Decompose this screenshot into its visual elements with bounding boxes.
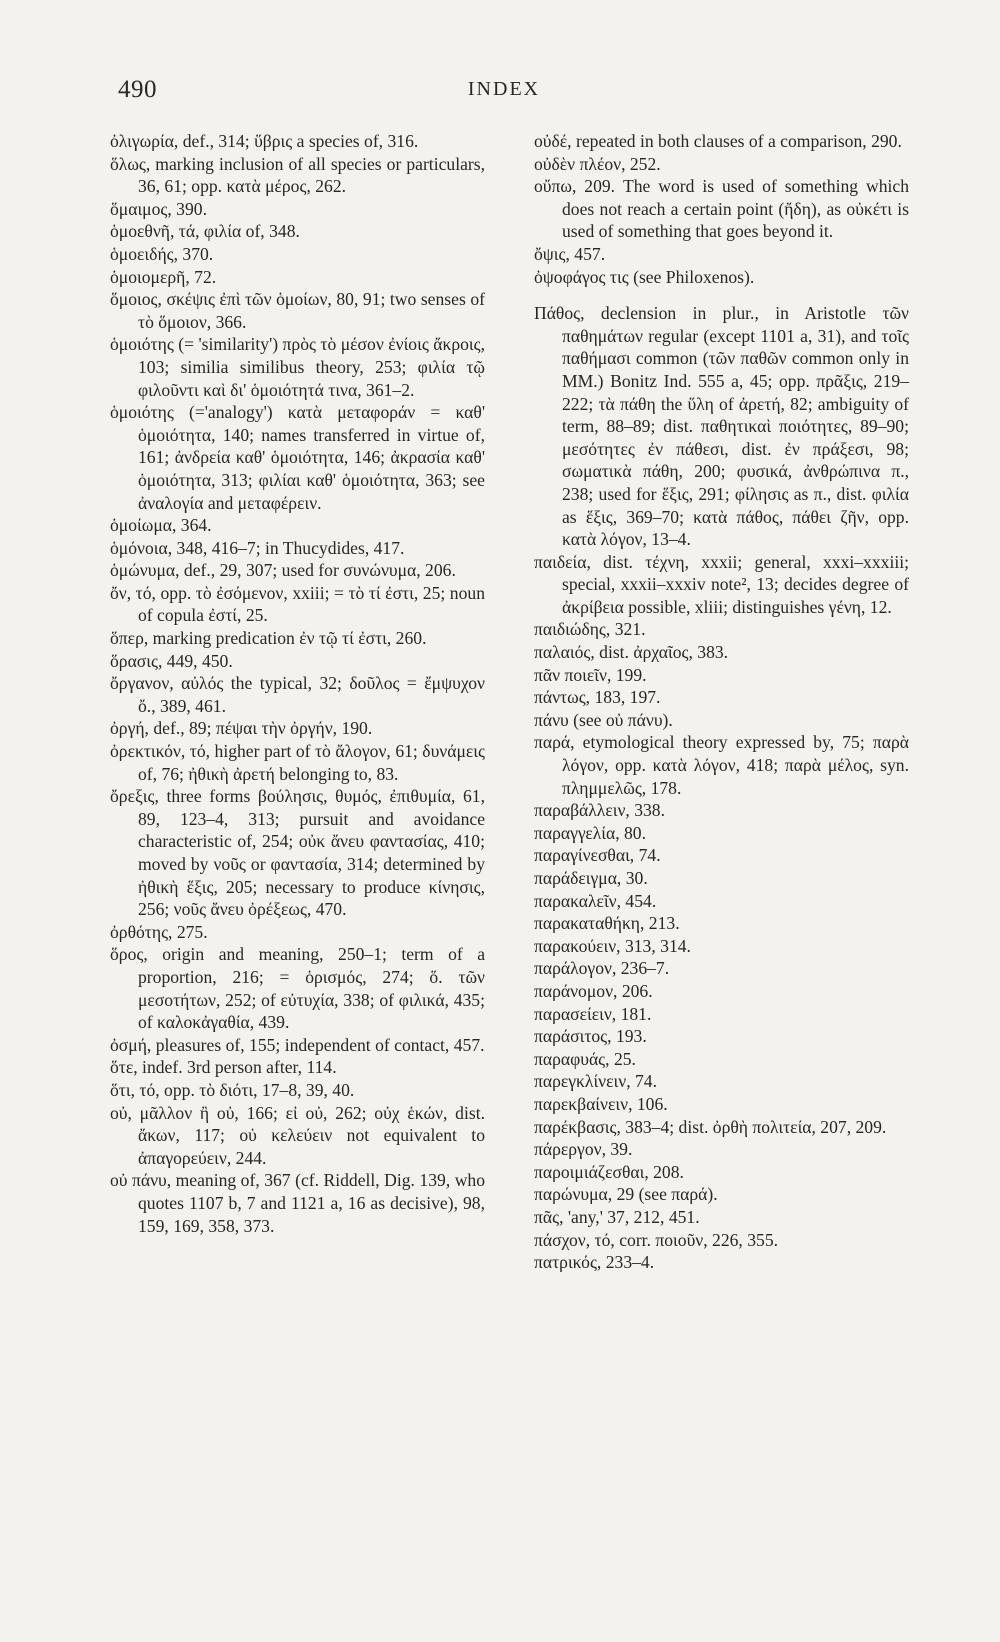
index-entry: ὁμόνοια, 348, 416–7; in Thucydides, 417.	[110, 537, 405, 558]
index-entry: ὁμοιότης (='analogy') κατὰ μεταφοράν = καθ' ὁμοιότητα, 140; names transferred in virtue of, 161; ἀνδρεία καθ' ὁμοιότητα, 146; ἀκρασία καθ' ὁμοιότητα, 313; φιλίαι καθ' ὁμοιότητα, 363; see ἀναλογία and μεταφέρειν.	[110, 402, 485, 513]
index-entry: ὀργή, def., 89; πέψαι τὴν ὀργήν, 190.	[110, 718, 373, 739]
index-entry: παρακούειν, 313, 314.	[534, 935, 691, 956]
index-entry: παρά, etymological theory expressed by, 75; παρὰ λόγον, opp. κατὰ λόγον, 418; παρὰ μέλος, syn. πλημμελῶς, 178.	[534, 732, 909, 798]
index-entry: ὁμοειδής, 370.	[110, 243, 214, 264]
index-entry: παράσιτος, 193.	[534, 1026, 647, 1047]
index-entry: ὅμαιμος, 390.	[110, 198, 207, 219]
index-entry: ὄψις, 457.	[534, 243, 606, 264]
index-entry: ὀσμή, pleasures of, 155; independent of contact, 457.	[110, 1034, 485, 1055]
index-entry: οὐ πάνυ, meaning of, 367 (cf. Riddell, Dig. 139, who quotes 1107 b, 7 and 1121 a, 16 as decisive), 98, 159, 169, 358, 373.	[110, 1170, 485, 1236]
index-entry: ὅρασις, 449, 450.	[110, 650, 233, 671]
page-number: 490	[118, 76, 157, 103]
index-entry: παρώνυμα, 29 (see παρά).	[534, 1184, 718, 1205]
index-entry: ὅτι, τό, opp. τὸ διότι, 17–8, 39, 40.	[110, 1079, 355, 1100]
page-header	[118, 76, 890, 112]
index-entry: ὄργανον, αὐλός the typical, 32; δοῦλος = ἔμψυχον ὄ., 389, 461.	[110, 673, 485, 716]
index-entry: ὄν, τό, opp. τὸ ἐσόμενον, xxiii; = τὸ τί ἐστι, 25; noun of copula ἐστί, 25.	[110, 582, 485, 626]
index-entry: παραγγελία, 80.	[534, 822, 647, 843]
index-entry: ὀψοφάγος τις (see Philoxenos).	[534, 266, 755, 287]
index-entry: Πάθος, declension in plur., in Aristotle τῶν παθημάτων regular (except 1101 a, 31), and τοῖς παθήμασι common (τῶν παθῶν common only in MM.) Bonitz Ind. 555 a, 45; opp. πρᾶξις, 219–222; τὰ πάθη the ὕλη of ἀρετή, 82; ambiguity of term, 88–89; dist. παθητικαὶ ποιότητες, 89–90; μεσότητες ἐν πάθεσι, dist. ἐν πράξεσι, 98; σωματικὰ πάθη, 200; φυσικά, ἀνθρώπινα π., 238; used for ἕξις, 291; φίλησις as π., dist. φιλία as ἕξις, 369–70; κατὰ πάθος, πάθει ζῆν, opp. κατὰ λόγον, 13–4.	[534, 303, 909, 550]
index-entry: πάσχον, τό, corr. ποιοῦν, 226, 355.	[534, 1229, 779, 1250]
index-entry: ὅπερ, marking predication ἐν τῷ τί ἐστι, 260.	[110, 628, 427, 649]
index-entry: παραγίνεσθαι, 74.	[534, 845, 661, 866]
index-entry: οὐ, μᾶλλον ἢ οὐ, 166; εἰ οὐ, 262; οὐχ ἑκών, dist. ἄκων, 117; οὐ κελεύειν not equivalent to ἀπαγορεύειν, 244.	[110, 1102, 485, 1168]
index-entry: παρεγκλίνειν, 74.	[534, 1071, 657, 1092]
index-entry: παραφυάς, 25.	[534, 1048, 636, 1069]
index-entry: ὀρθότης, 275.	[110, 921, 208, 942]
index-entry: οὐδέ, repeated in both clauses of a comparison, 290.	[534, 131, 902, 151]
index-entry: παρεκβαίνειν, 106.	[534, 1093, 668, 1114]
index-entry: πατρικός, 233–4.	[534, 1252, 655, 1273]
index-entry: παράνομον, 206.	[534, 980, 653, 1001]
index-entry: ὅρος, origin and meaning, 250–1; term of a proportion, 216; = ὁρισμός, 274; ὅ. τῶν μεσοτήτων, 252; of εὐτυχία, 338; of φιλικά, 435; of καλοκἀγαθία, 439.	[110, 944, 485, 1033]
index-entry: παράλογον, 236–7.	[534, 958, 670, 979]
index-entry: ὁμοιομερῆ, 72.	[110, 266, 217, 287]
index-entry: ὁμώνυμα, def., 29, 307; used for συνώνυμα, 206.	[110, 560, 456, 581]
index-entry: παρακαταθήκη, 213.	[534, 913, 680, 934]
index-entry: παροιμιάζεσθαι, 208.	[534, 1161, 684, 1182]
index-entry: ὁμοεθνῆ, τά, φιλία of, 348.	[110, 221, 300, 242]
index-entry: ὄρεξις, three forms βούλησις, θυμός, ἐπιθυμία, 61, 89, 123–4, 313; pursuit and avoidance characteristic of, 254; οὐκ ἄνευ φαντασίας, 410; moved by νοῦς or φαντασία, 314; determined by ἠθικὴ ἕξις, 205; necessary to produce κίνησις, 256; νοῦς ἄνευ ὀρέξεως, 470.	[110, 786, 485, 920]
index-entry: παλαιός, dist. ἀρχαῖος, 383.	[534, 642, 729, 663]
index-entry: πάνυ (see οὐ πάνυ).	[534, 709, 673, 730]
section-gap	[534, 288, 909, 302]
index-column-right	[534, 130, 909, 1274]
index-entry: ὁμοίωμα, 364.	[110, 515, 212, 536]
index-entry: οὔπω, 209. The word is used of something which does not reach a certain point (ἤδη), as οὐκέτι is used of something that goes beyond it.	[534, 176, 909, 242]
index-entry: ὀρεκτικόν, τό, higher part of τὸ ἄλογον, 61; δυνάμεις of, 76; ἠθικὴ ἀρετή belonging to, 83.	[110, 741, 485, 784]
index-entry: παιδεία, dist. τέχνη, xxxii; general, xxxi–xxxiii; special, xxxii–xxxiv note², 13; decides degree of ἀκρίβεια possible, xliii; distinguishes γένη, 12.	[534, 551, 909, 617]
index-entry: πᾶς, 'any,' 37, 212, 451.	[534, 1206, 700, 1227]
index-entry: παράδειγμα, 30.	[534, 868, 648, 888]
index-entry: παρακαλεῖν, 454.	[534, 890, 657, 911]
running-head: INDEX	[467, 78, 541, 100]
index-entry: ὅτε, indef. 3rd person after, 114.	[110, 1057, 337, 1078]
index-entry: παρασείειν, 181.	[534, 1003, 652, 1024]
index-entry: πάρεργον, 39.	[534, 1139, 633, 1160]
index-column-left	[110, 130, 485, 1237]
index-entry: παρέκβασις, 383–4; dist. ὀρθὴ πολιτεία, 207, 209.	[534, 1116, 887, 1137]
index-entry: παραβάλλειν, 338.	[534, 800, 665, 821]
index-entry: ὅλως, marking inclusion of all species or particulars, 36, 61; opp. κατὰ μέρος, 262.	[110, 153, 485, 197]
index-entry: παιδιώδης, 321.	[534, 619, 646, 640]
index-entry: οὐδὲν πλέον, 252.	[534, 153, 661, 174]
index-entry: ὅμοιος, σκέψις ἐπὶ τῶν ὁμοίων, 80, 91; two senses of τὸ ὅμοιον, 366.	[110, 289, 485, 332]
index-entry: ὁμοιότης (= 'similarity') πρὸς τὸ μέσον ἐνίοις ἄκροις, 103; similia similibus theory, 253; φιλία τῷ φιλοῦντι καὶ δι' ὁμοιότητά τινα, 361–2.	[110, 334, 485, 400]
index-entry: πάντως, 183, 197.	[534, 687, 661, 708]
index-entry: πᾶν ποιεῖν, 199.	[534, 664, 647, 685]
index-entry: ὀλιγωρία, def., 314; ὕβρις a species of, 316.	[110, 131, 419, 151]
